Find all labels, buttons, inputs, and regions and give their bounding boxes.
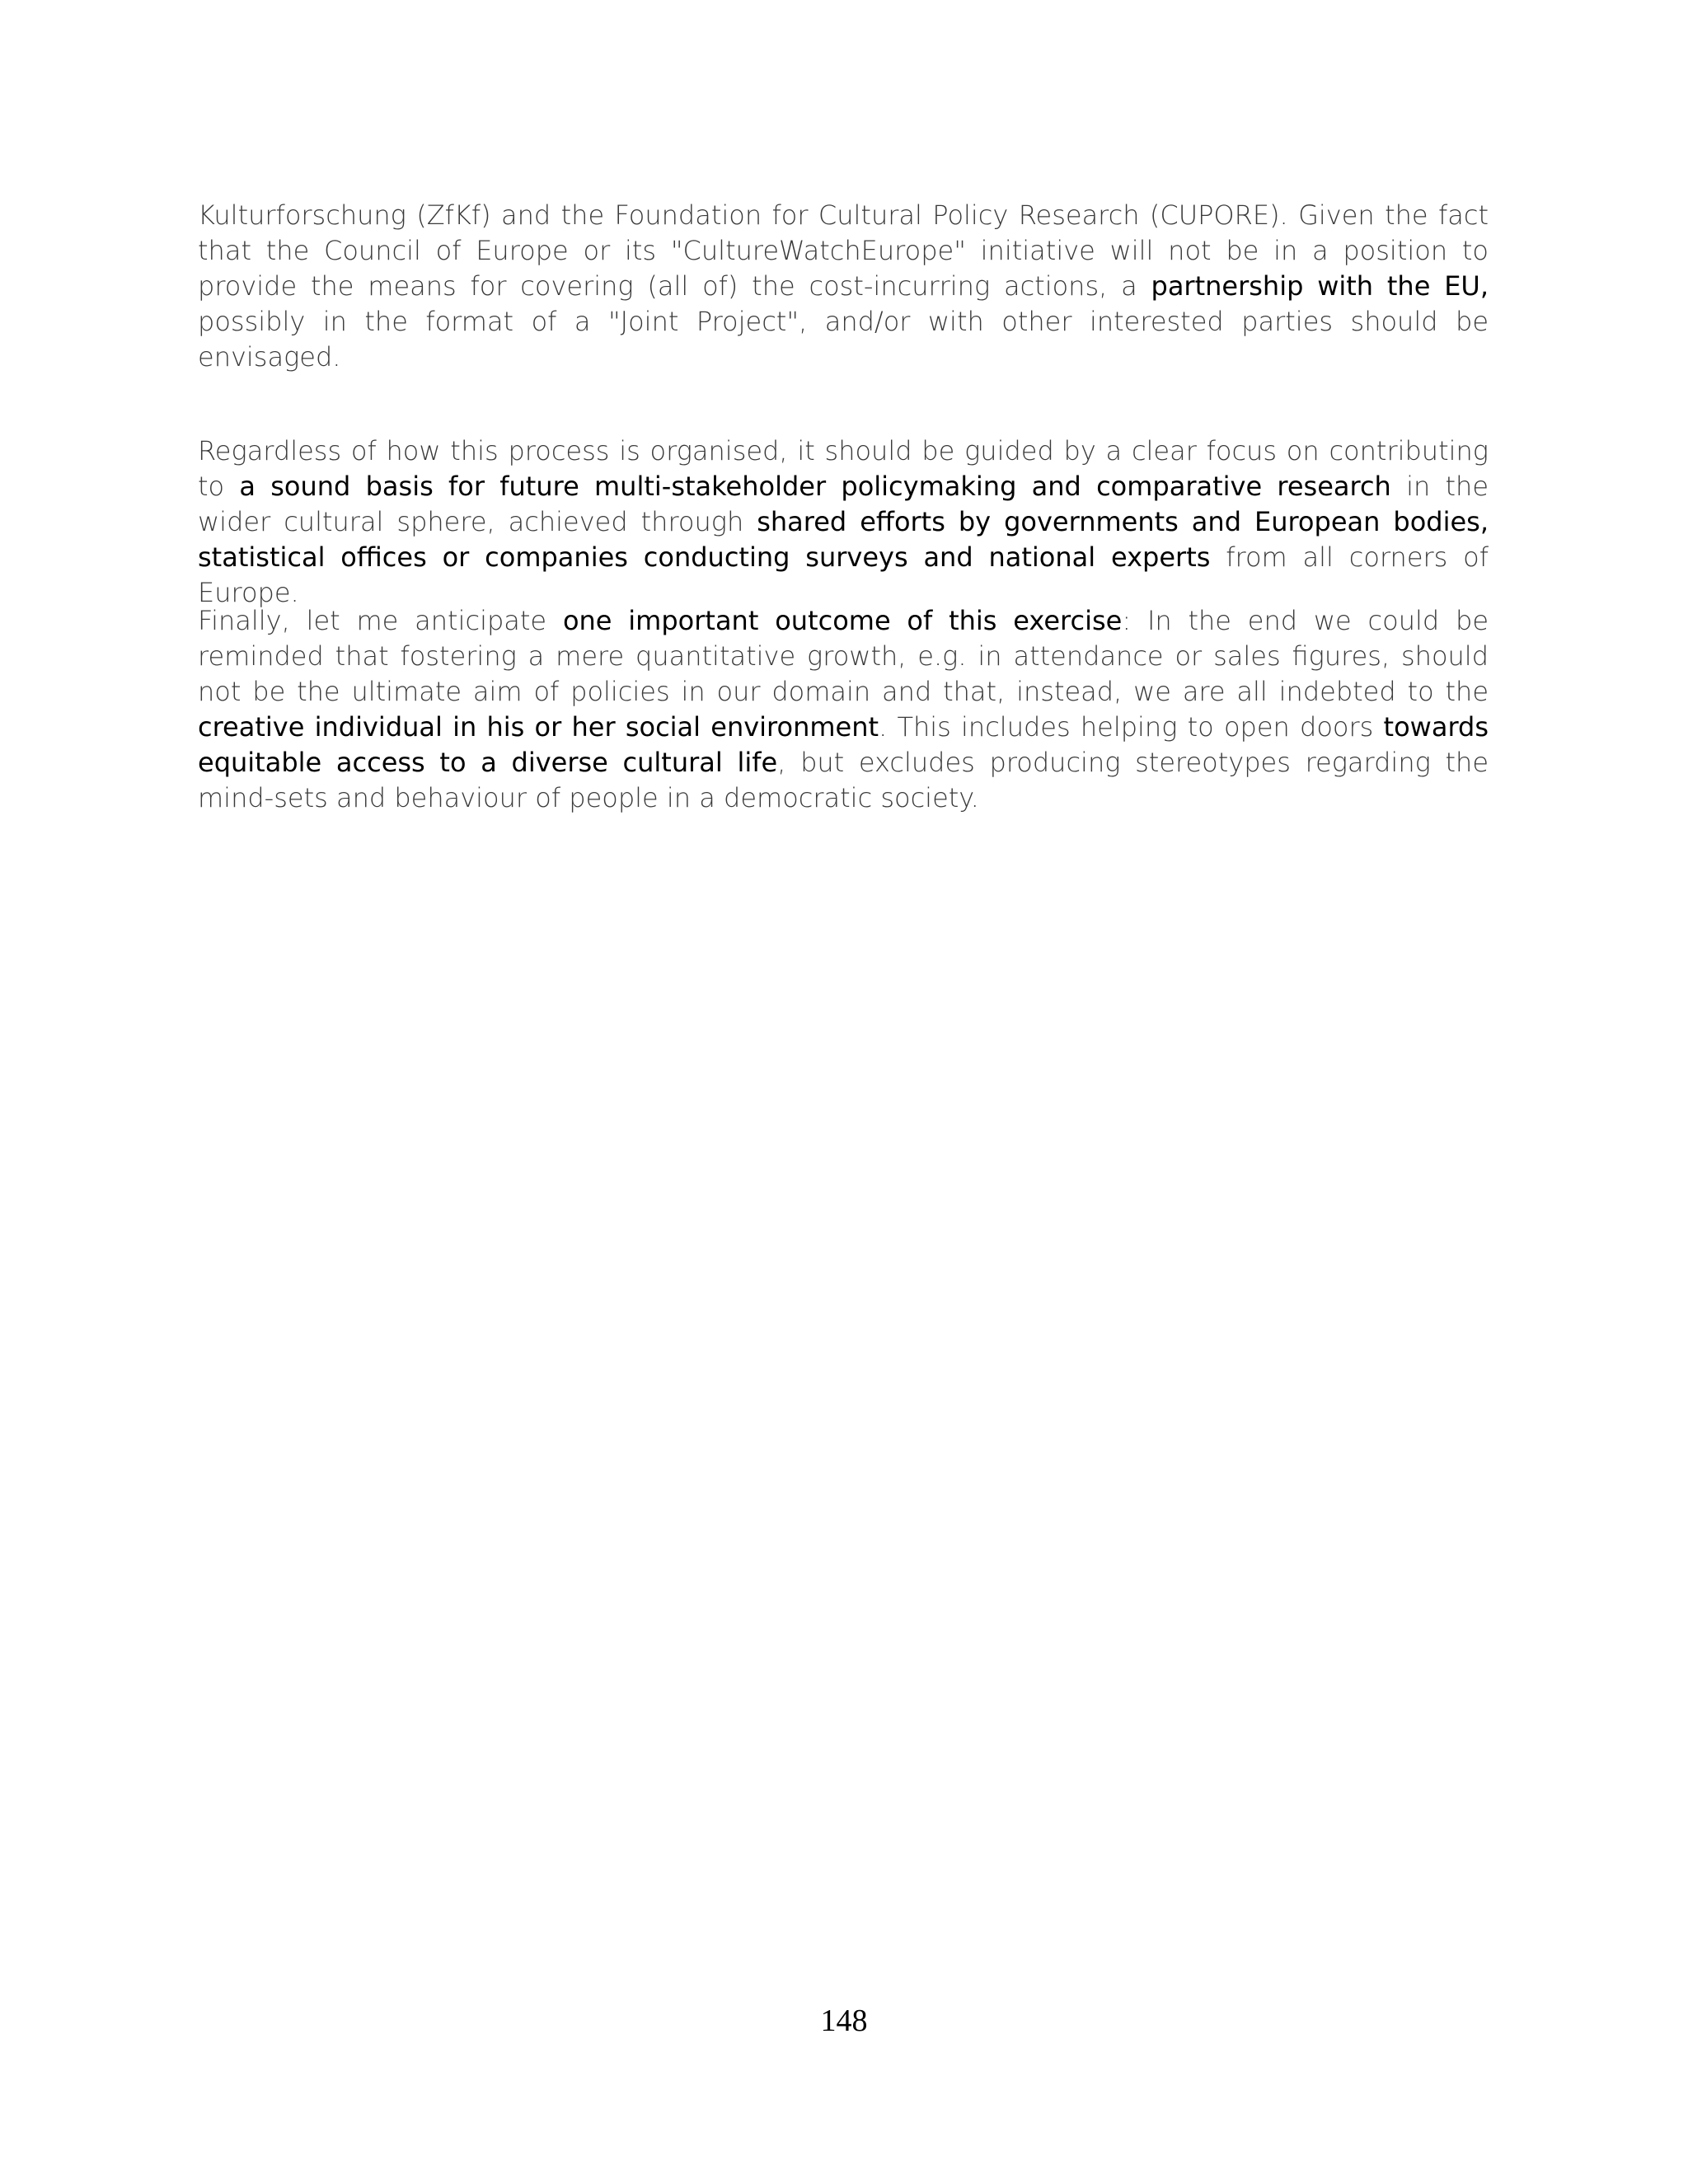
paragraph-text: , but excludes producing stereotypes regarding the mind-sets and behaviour of people in a democratic society. [198, 747, 1489, 813]
paragraph-text: in the wider cultural sphere, achieved through [198, 471, 1489, 537]
paragraph-text: Kulturforschung (ZfKf) and the Foundation for Cultural Policy Research (CUPORE). Given the fact that the Council of Europe or its "CultureWatchEurope" initiative will not be in a position to provide the means for covering (all of) the cost-incurring actions, a [198, 199, 1489, 302]
paragraph-text: : In the end we could be reminded that fostering a mere quantitative growth, e.g. in attendance or sales figures, should not be the ultimate aim of policies in our domain and that, instead, we are all indebted to the [198, 605, 1489, 707]
emphasis-partnership-eu: partnership with the EU, [1151, 270, 1489, 302]
page-number: 148 [820, 2004, 868, 2038]
emphasis-important-outcome: one important outcome of this exercise [562, 605, 1123, 636]
paragraph-outcome [198, 603, 1489, 816]
paragraph-text: Finally, let me anticipate [198, 605, 563, 636]
paragraph-partnership [198, 198, 1489, 375]
emphasis-shared-efforts: shared efforts by governments and European bodies, statistical offices or companies conducting surveys and national experts [198, 506, 1489, 573]
emphasis-sound-basis: a sound basis for future multi-stakeholder policymaking and comparative research [239, 471, 1391, 502]
paragraph-text: from all corners of Europe. [198, 541, 1489, 608]
paragraph-text: Regardless of how this process is organised, it should be guided by a clear focus on contributing to [198, 435, 1489, 502]
paragraph-process-focus [198, 434, 1489, 611]
emphasis-equitable-access: towards equitable access to a diverse cultural life [198, 711, 1489, 778]
paragraph-text: . This includes helping to open doors [879, 711, 1384, 743]
emphasis-creative-individual: creative individual in his or her social environment [198, 711, 879, 743]
paragraph-text: possibly in the format of a "Joint Project", and/or with other interested parties should be envisaged. [198, 306, 1489, 373]
